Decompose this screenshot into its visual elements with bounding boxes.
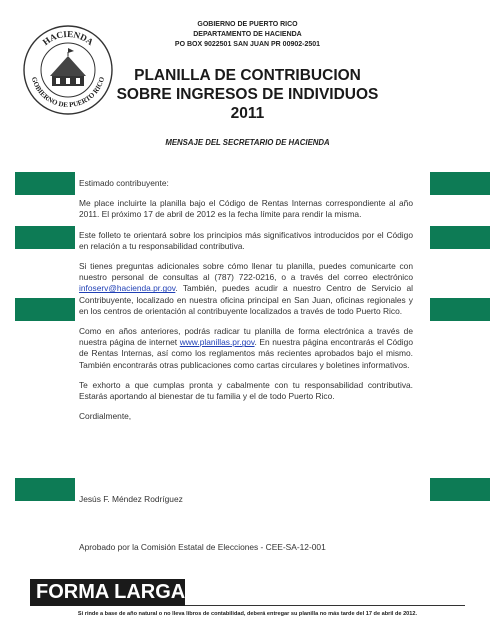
green-tab-right-1 [430,172,490,195]
agency-line-government: GOBIERNO DE PUERTO RICO [197,21,298,28]
paragraph-2: Este folleto te orientará sobre los principios más significativos introducidos por el Código en relación a tu responsabilidad contributiva. [79,229,413,251]
seal-bottom-text: GOBIERNO DE PUERTO RICO [29,75,107,110]
green-tab-right-4 [430,478,490,501]
hacienda-seal-icon [22,24,114,116]
approval-note: Aprobado por la Comisión Estatal de Elecciones - CEE-SA-12-001 [79,542,326,552]
title-year: 2011 [230,105,265,122]
divider-line [185,605,465,606]
paragraph-3-a: Si tienes preguntas adicionales sobre cómo llenar tu planilla, puedes comunicarte con nuestro personal de consultas al (787) 722-0216, o a través del correo electrónico [79,261,413,283]
email-link[interactable]: infoserv@hacienda.pr.gov [79,283,176,294]
agency-line-address: PO BOX 9022501 SAN JUAN PR 00902-2501 [174,41,321,48]
green-tab-left-4 [15,478,75,501]
seal-top-text: HACIENDA [40,28,96,48]
title-line-1: PLANILLA DE CONTRIBUCION [134,67,361,84]
green-tab-left-3 [15,298,75,321]
agency-header [150,20,345,50]
website-link[interactable]: www.planillas.pr.gov [179,337,255,348]
svg-text:HACIENDA [41,29,96,48]
footer-note: Si rinde a base de año natural o no lleva libros de contabilidad, deberá entregar su planilla no más tarde del 17 de abril de 2012. [77,611,418,617]
letter-body [79,178,413,431]
page-subtitle: MENSAJE DEL SECRETARIO DE HACIENDA [165,138,330,147]
greeting: Estimado contribuyente: [79,178,169,188]
green-tab-left-1 [15,172,75,195]
paragraph-4-b: . En nuestra página encontrarás el Código de Rentas Internas, así como los reglamentos más recientes aprobados bajo el mismo. También encontrarás otras publicaciones como cartas circulares y boletines informativos. [79,337,413,370]
paragraph-3 [79,261,413,317]
green-tab-left-2 [15,226,75,249]
title-line-2: SOBRE INGRESOS DE INDIVIDUOS [116,86,379,103]
agency-line-department: DEPARTAMENTO DE HACIENDA [193,31,302,38]
paragraph-4 [79,326,413,371]
closing: Cordialmente, [79,411,132,422]
paragraph-1: Me place incluirte la planilla bajo el Código de Rentas Internas correspondiente al año 2011. El próximo 17 de abril de 2012 es la fecha límite para rendir la misma. [79,198,413,220]
form-type-label: FORMA LARGA [30,579,185,606]
paragraph-4-a: Como en años anteriores, podrás radicar tu planilla de forma electrónica a través de nuestra página de internet [79,326,413,348]
paragraph-3-b: . También, puedes acudir a nuestro Centro de Servicio al Contribuyente, localizado en nuestra oficina principal en San Juan, oficinas regionales y en los centros de orientación al contribuyente localizados a través de todo Puerto Rico. [79,283,413,316]
page-title [110,66,385,123]
signature-name: Jesús F. Méndez Rodríguez [79,494,183,504]
paragraph-5: Te exhorto a que cumplas pronta y cabalmente con tu responsabilidad contributiva. Estarás aportando al bienestar de tu familia y el de todo Puerto Rico. [79,379,413,402]
green-tab-right-3 [430,298,490,321]
green-tab-right-2 [430,226,490,249]
